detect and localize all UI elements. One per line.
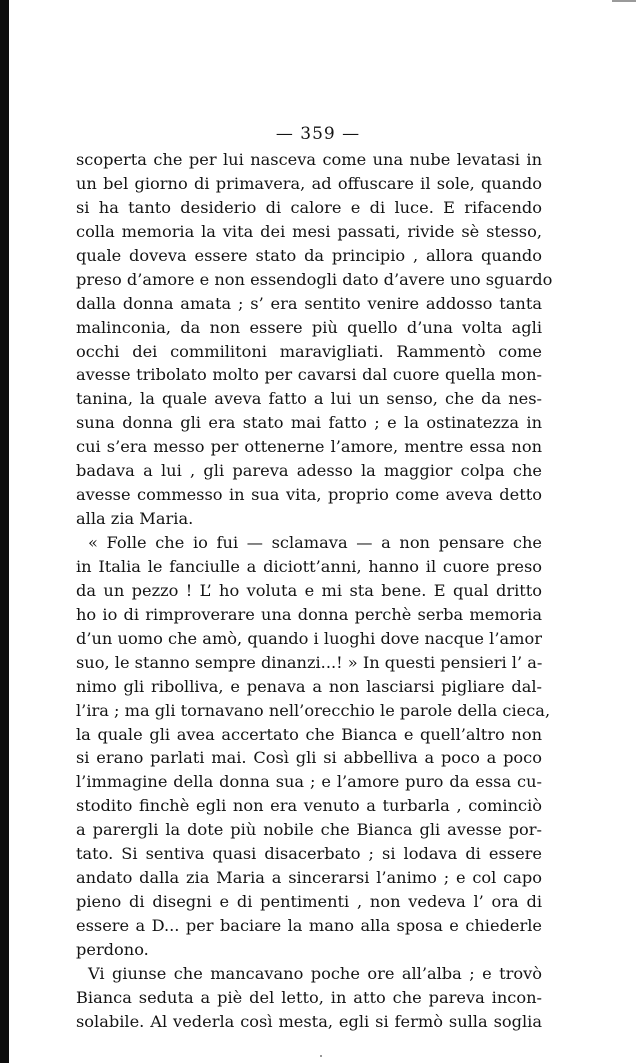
text-line: suo, le stanno sempre dinanzi...! » In questi pensieri l’ a- (76, 652, 543, 672)
paragraph-last-line: perdono. (76, 939, 149, 959)
text-line: badava a lui , gli pareva adesso la maggior colpa che (76, 461, 542, 481)
text-line: da un pezzo ! L’ ho voluta e mi sta bene. E qual dritto (76, 580, 542, 600)
text-line: suna donna gli era stato mai fatto ; e la ostinatezza in (76, 413, 542, 433)
text-line: si erano parlati mai. Così gli si abbelliva a poco a poco (76, 748, 542, 768)
page-number: — 359 — (275, 124, 361, 144)
text-line: malinconia, da non essere più quello d’una volta agli (76, 317, 542, 337)
body-text (76, 148, 553, 1034)
text-line: la quale gli avea accertato che Bianca e quell’altro non (76, 724, 542, 744)
text-line: ho io di rimproverare una donna perchè serba memoria (76, 604, 542, 624)
text-line: d’un uomo che amò, quando i luoghi dove nacque l’amor (76, 628, 542, 648)
text-line: in Italia le fanciulle a diciott’anni, hanno il cuore preso (76, 556, 542, 576)
text-line: l’ira ; ma gli tornavano nell’orecchio le parole della cieca, (76, 700, 551, 720)
text-line: stodito finchè egli non era venuto a turbarla , cominciò (76, 796, 542, 816)
text-line: un bel giorno di primavera, ad offuscare il sole, quando (76, 173, 542, 193)
text-line: scoperta che per lui nasceva come una nube levatasi in (76, 150, 542, 169)
text-line: tato. Si sentiva quasi disacerbato ; si lodava di essere (76, 844, 542, 864)
paragraph-first-line: Vi giunse che mancavano poche ore all’alba ; e trovò (88, 963, 542, 983)
text-line: preso d’amore e non essendogli dato d’avere uno sguardo (76, 269, 553, 289)
text-line: solabile. Al vederla così mesta, egli si fermò sulla soglia (76, 1011, 542, 1031)
scan-left-edge (0, 0, 9, 1063)
text-line: nimo gli ribolliva, e penava a non lasciarsi pigliare dal- (76, 676, 542, 696)
text-line: occhi dei commilitoni maravigliati. Rammentò come (76, 341, 542, 361)
text-line: a parergli la dote più nobile che Bianca gli avesse por- (76, 820, 542, 840)
text-line: colla memoria la vita dei mesi passati, rivide sè stesso, (76, 221, 542, 241)
paragraph-first-line: « Folle che io fui — sclamava — a non pensare che (88, 533, 542, 552)
text-line: si ha tanto desiderio di calore e di luce. E rifacendo (76, 197, 542, 217)
text-line: tanina, la quale aveva fatto a lui un senso, che da nes- (76, 389, 542, 409)
text-line: Bianca seduta a piè del letto, in atto che pareva incon- (76, 987, 542, 1007)
text-line: andato dalla zia Maria a sincerarsi l’animo ; e col capo (76, 868, 542, 888)
scan-speck (320, 1055, 322, 1057)
text-line: avesse commesso in sua vita, proprio come aveva detto (76, 485, 542, 505)
text-line: cui s’era messo per ottenerne l’amore, mentre essa non (76, 437, 542, 457)
text-line: avesse tribolato molto per cavarsi dal cuore quella mon- (76, 365, 542, 385)
text-line: pieno di disegni e di pentimenti , non vedeva l’ ora di (76, 892, 542, 912)
text-line: dalla donna amata ; s’ era sentito venire addosso tanta (76, 293, 542, 313)
text-line: essere a D... per baciare la mano alla sposa e chiederle (76, 916, 542, 935)
scan-top-edge (612, 0, 636, 2)
text-line: l’immagine della donna sua ; e l’amore puro da essa cu- (76, 772, 542, 792)
text-line: quale doveva essere stato da principio , allora quando (76, 245, 542, 265)
paragraph-last-line: alla zia Maria. (76, 509, 194, 529)
